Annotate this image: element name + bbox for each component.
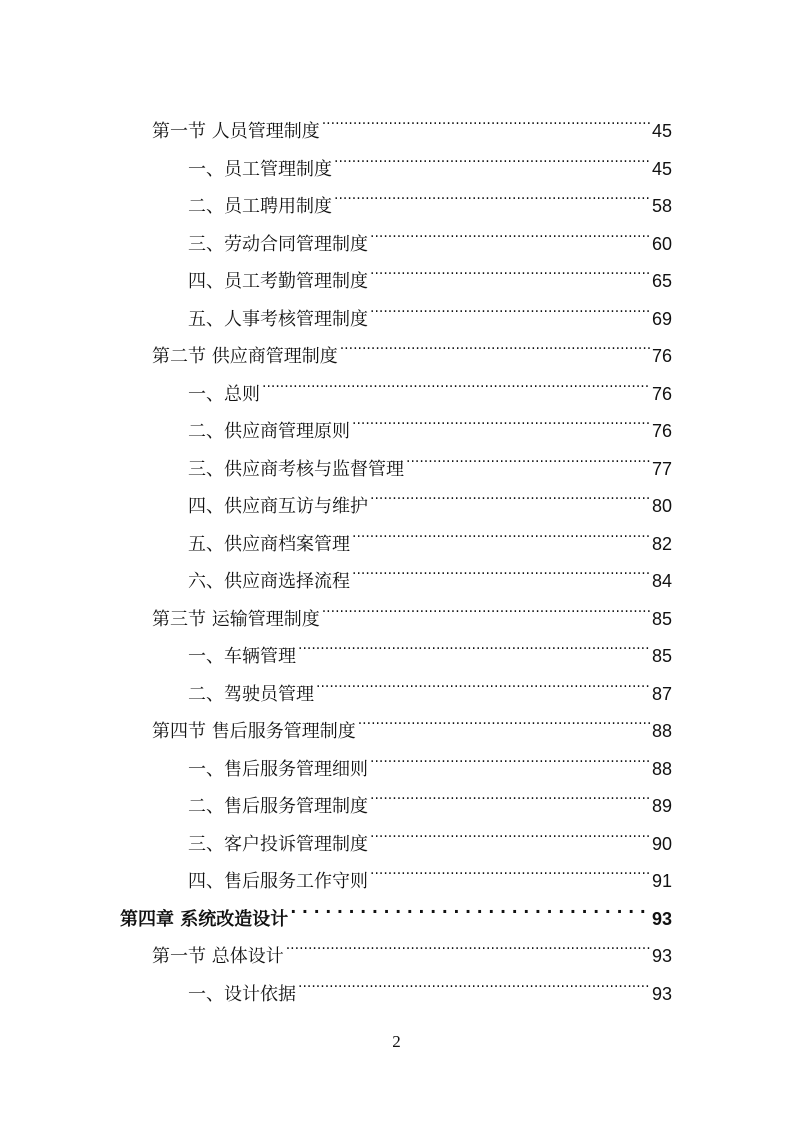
toc-entry-label: 第四章 系统改造设计 bbox=[120, 908, 289, 930]
toc-leader-dots bbox=[262, 363, 650, 400]
toc-entry-label: 一、设计依据 bbox=[188, 983, 296, 1005]
toc-entry-label: 一、总则 bbox=[188, 383, 260, 405]
toc-entry-page: 80 bbox=[651, 496, 672, 516]
toc-entry-page: 82 bbox=[651, 533, 672, 554]
toc-leader-dots bbox=[370, 250, 650, 287]
toc-entry-label: 第二节 供应商管理制度 bbox=[152, 346, 338, 367]
toc-entry-page: 87 bbox=[651, 683, 672, 704]
toc-leader-dots bbox=[334, 175, 650, 212]
toc-entry[interactable] bbox=[152, 325, 672, 367]
toc-entry[interactable] bbox=[188, 475, 672, 517]
toc-leader-dots bbox=[298, 963, 650, 1000]
toc-entry-page: 60 bbox=[651, 233, 672, 254]
toc-entry-label: 第一节 人员管理制度 bbox=[152, 121, 320, 142]
toc-leader-dots bbox=[322, 588, 650, 625]
toc-entry-label: 四、员工考勤管理制度 bbox=[188, 271, 368, 292]
toc-leader-dots bbox=[370, 475, 650, 512]
toc-entry-page: 88 bbox=[651, 758, 672, 779]
toc-entry-label: 三、客户投诉管理制度 bbox=[188, 833, 368, 855]
toc-leader-dots bbox=[370, 775, 650, 812]
toc-entry[interactable] bbox=[152, 925, 672, 967]
toc-entry-page: 45 bbox=[651, 158, 672, 179]
toc-entry[interactable] bbox=[188, 738, 672, 780]
toc-leader-dots bbox=[316, 663, 650, 700]
toc-entry[interactable] bbox=[188, 775, 672, 817]
toc-leader-dots bbox=[298, 625, 650, 662]
toc-leader-dots bbox=[370, 213, 650, 250]
toc-entry-page: 93 bbox=[651, 983, 672, 1004]
toc-entry[interactable] bbox=[188, 213, 672, 255]
toc-leader-dots bbox=[370, 288, 650, 325]
toc-entry-page: 76 bbox=[651, 383, 672, 404]
toc-entry-label: 二、售后服务管理制度 bbox=[188, 796, 368, 817]
toc-entry[interactable] bbox=[188, 625, 672, 667]
toc-entry-label: 六、供应商选择流程 bbox=[188, 571, 350, 592]
toc-entry[interactable] bbox=[188, 963, 672, 1005]
toc-entry-label: 一、车辆管理 bbox=[188, 646, 296, 667]
toc-entry-page: 89 bbox=[651, 796, 672, 816]
toc-entry-page: 69 bbox=[651, 308, 672, 329]
toc-leader-dots bbox=[358, 700, 650, 737]
toc-leader-dots bbox=[290, 888, 650, 925]
toc-entry[interactable] bbox=[152, 100, 672, 142]
toc-entry-label: 一、员工管理制度 bbox=[188, 158, 332, 180]
toc-entry-page: 93 bbox=[651, 946, 672, 966]
toc-entry[interactable] bbox=[188, 138, 672, 180]
toc-entry[interactable] bbox=[188, 550, 672, 592]
toc-entry-label: 二、员工聘用制度 bbox=[188, 196, 332, 217]
toc-entry-label: 四、供应商互访与维护 bbox=[188, 496, 368, 517]
toc-entry-page: 84 bbox=[651, 571, 672, 591]
toc-entry-page: 76 bbox=[651, 346, 672, 366]
toc-leader-dots bbox=[352, 550, 650, 587]
toc-entry-page: 85 bbox=[651, 646, 672, 666]
toc-entry[interactable] bbox=[188, 363, 672, 405]
toc-leader-dots bbox=[370, 738, 650, 775]
toc-entry-page: 76 bbox=[651, 421, 672, 441]
toc-entry-page: 93 bbox=[651, 908, 672, 929]
toc-entry-page: 85 bbox=[651, 608, 672, 629]
toc-entry-page: 91 bbox=[651, 871, 672, 891]
toc-entry-page: 45 bbox=[651, 121, 672, 141]
toc-leader-dots bbox=[352, 400, 650, 437]
toc-entry-label: 五、人事考核管理制度 bbox=[188, 308, 368, 330]
toc-leader-dots bbox=[370, 813, 650, 850]
toc-entry-label: 第一节 总体设计 bbox=[152, 946, 284, 967]
toc-leader-dots bbox=[352, 513, 650, 550]
toc-entry-label: 第四节 售后服务管理制度 bbox=[152, 721, 356, 742]
toc-leader-dots bbox=[340, 325, 650, 362]
toc-entry-label: 二、驾驶员管理 bbox=[188, 683, 314, 705]
toc-entry[interactable] bbox=[152, 588, 672, 630]
toc-entry[interactable] bbox=[188, 400, 672, 442]
toc-entry-page: 58 bbox=[651, 196, 672, 216]
toc-entry[interactable] bbox=[188, 513, 672, 555]
toc-leader-dots bbox=[334, 138, 650, 175]
toc-entry[interactable] bbox=[188, 250, 672, 292]
toc-entry-page: 90 bbox=[651, 833, 672, 854]
toc-entry[interactable] bbox=[188, 813, 672, 855]
toc-entry-page: 77 bbox=[651, 458, 672, 479]
toc-entry[interactable] bbox=[188, 175, 672, 217]
toc-chapter-entry[interactable] bbox=[120, 888, 672, 930]
toc-entry-label: 第三节 运输管理制度 bbox=[152, 608, 320, 630]
toc-entry-label: 二、供应商管理原则 bbox=[188, 421, 350, 442]
toc-entry[interactable] bbox=[188, 438, 672, 480]
toc-leader-dots bbox=[406, 438, 650, 475]
toc-leader-dots bbox=[322, 100, 650, 137]
page-number: 2 bbox=[392, 1032, 401, 1051]
toc-entry[interactable] bbox=[188, 288, 672, 330]
toc-entry-page: 88 bbox=[651, 721, 672, 741]
toc-entry-label: 四、售后服务工作守则 bbox=[188, 871, 368, 892]
toc-entry[interactable] bbox=[188, 850, 672, 892]
toc-entry-label: 三、供应商考核与监督管理 bbox=[188, 458, 404, 480]
toc-entry-label: 三、劳动合同管理制度 bbox=[188, 233, 368, 255]
toc-entry-page: 65 bbox=[651, 271, 672, 291]
toc-leader-dots bbox=[370, 850, 650, 887]
toc-entry[interactable] bbox=[152, 700, 672, 742]
toc-entry[interactable] bbox=[188, 663, 672, 705]
toc-entry-label: 五、供应商档案管理 bbox=[188, 533, 350, 555]
toc-entry-label: 一、售后服务管理细则 bbox=[188, 758, 368, 780]
toc-leader-dots bbox=[286, 925, 650, 962]
